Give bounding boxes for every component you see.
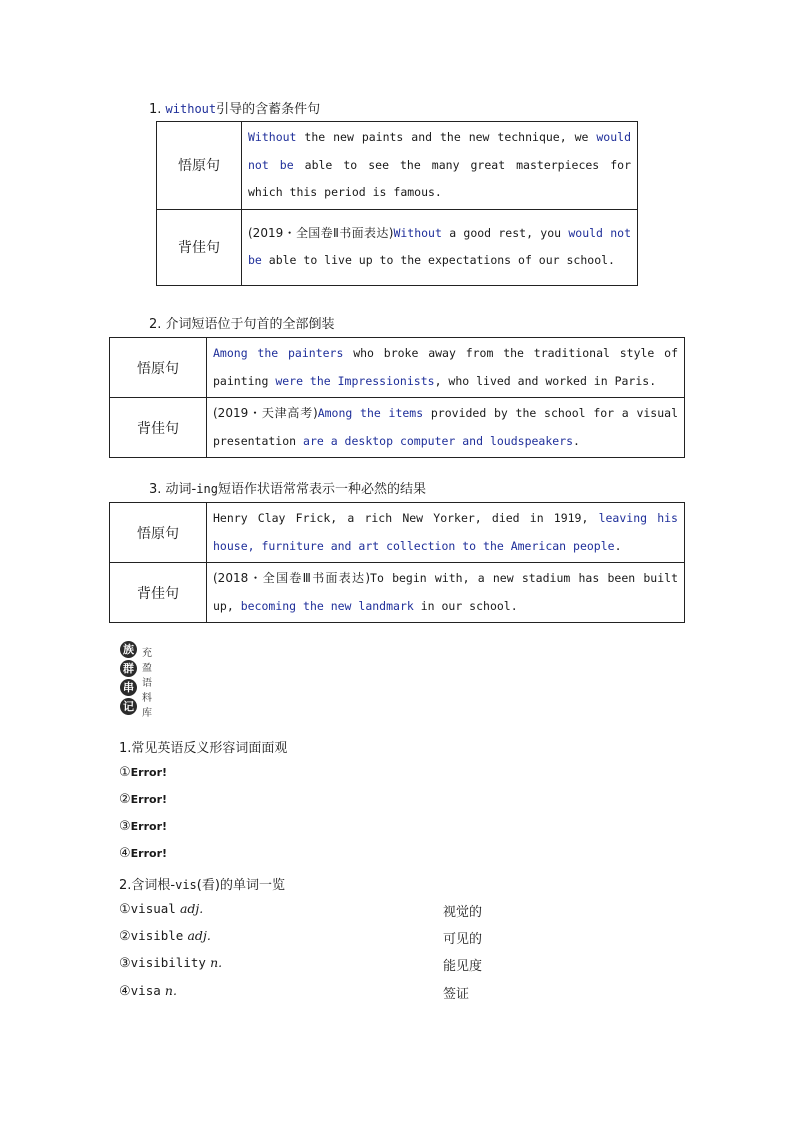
- list-item: ③Error!: [119, 819, 168, 834]
- vocab-meaning: 能见度: [443, 959, 483, 974]
- list-item: ④Error!: [119, 846, 168, 861]
- keyword: without: [165, 102, 217, 116]
- original-sentence: Among the painters who broke away from the traditional style of painting were the Impressionists, who lived and worked in Paris.: [207, 338, 685, 398]
- label-best-sentence: 背佳句: [110, 563, 207, 623]
- section2-table: [109, 337, 685, 458]
- vocab-row: ③visibility n. 能见度: [119, 955, 483, 974]
- badge-char: 串: [120, 679, 137, 696]
- section2-heading: 2. 介词短语位于句首的全部倒装: [149, 317, 335, 332]
- section1-heading: 1. without引导的含蓄条件句: [149, 102, 321, 117]
- section3-table: [109, 502, 685, 623]
- best-sentence: (2019・全国卷Ⅱ书面表达)Without a good rest, you would not be able to live up to the expectations of our school.: [242, 209, 638, 285]
- badge-side-char: 库: [142, 708, 152, 719]
- badge-char: 族: [120, 641, 137, 658]
- badge-side-char: 料: [142, 693, 152, 704]
- part1-title: 1.常见英语反义形容词面面观: [119, 741, 288, 756]
- part2-title: 2.含词根-vis(看)的单词一览: [119, 878, 285, 893]
- best-sentence: (2018・全国卷Ⅲ书面表达)To begin with, a new stadium has been built up, becoming the new landmark in our school.: [207, 563, 685, 623]
- badge-char: 群: [120, 660, 137, 677]
- badge-side-char: 充: [142, 648, 152, 659]
- label-best-sentence: 背佳句: [110, 398, 207, 458]
- vocab-row: ④visa n. 签证: [119, 983, 470, 1002]
- label-original-sentence: 悟原句: [157, 122, 242, 210]
- badge-side-char: 语: [142, 678, 152, 689]
- vocab-meaning: 签证: [443, 987, 470, 1002]
- list-item: ①Error!: [119, 765, 168, 780]
- original-sentence: Henry Clay Frick, a rich New Yorker, died in 1919, leaving his house, furniture and art collection to the American people.: [207, 503, 685, 563]
- original-sentence: Without the new paints and the new technique, we would not be able to see the many great masterpieces for which this period is famous.: [242, 122, 638, 210]
- badge-side-char: 盈: [142, 663, 152, 674]
- badge-char: 记: [120, 698, 137, 715]
- label-original-sentence: 悟原句: [110, 503, 207, 563]
- section3-heading: 3. 动词-ing短语作状语常常表示一种必然的结果: [149, 482, 426, 497]
- vocab-meaning: 视觉的: [443, 905, 483, 920]
- section1-table: [156, 121, 638, 286]
- best-sentence: (2019・天津高考)Among the items provided by the school for a visual presentation are a desktop computer and loudspeakers.: [207, 398, 685, 458]
- label-original-sentence: 悟原句: [110, 338, 207, 398]
- label-best-sentence: 背佳句: [157, 209, 242, 285]
- vocab-meaning: 可见的: [443, 932, 483, 947]
- vocab-row: ①visual adj. 视觉的: [119, 901, 483, 920]
- vocab-row: ②visible adj. 可见的: [119, 928, 483, 947]
- list-item: ②Error!: [119, 792, 168, 807]
